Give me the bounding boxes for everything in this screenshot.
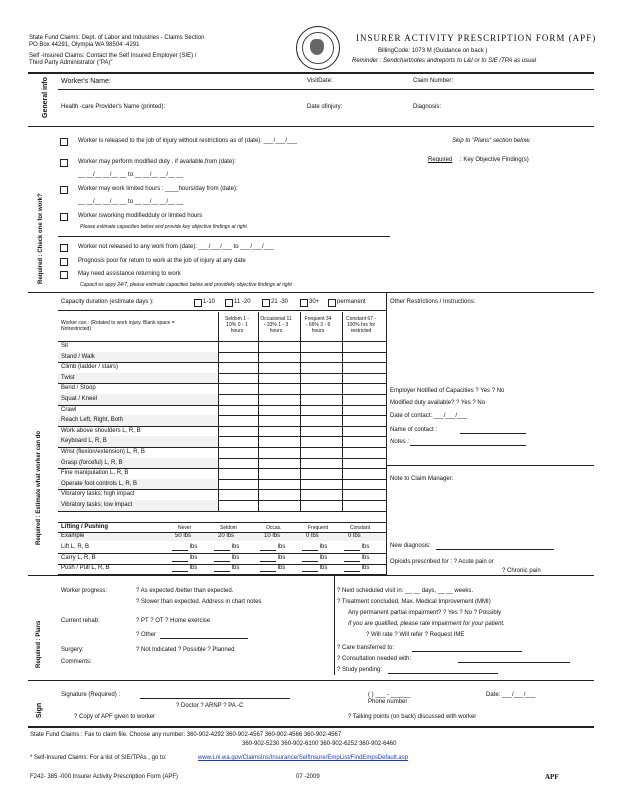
duration-11-20: 11 -20	[234, 299, 251, 305]
treatment-concluded: ? Treatment concluded, Max. Medical Improvement (MMI)	[337, 599, 491, 605]
freq-occasional: Occasional 11 - 33% 1 - 3 hours	[260, 316, 292, 334]
date-of-injury-label: Date ofinjury:	[307, 104, 343, 110]
activity-label: Sit	[61, 343, 69, 349]
limited-date-range: __ __/__ __/__ __ to __ __/__ __/__ __	[78, 199, 184, 205]
plans-section-label: Required : Plans	[36, 620, 42, 668]
lbs-field[interactable]	[302, 555, 327, 562]
lbs-unit: lbs	[189, 565, 198, 571]
skip-note: Skip to "Plans" section below.	[452, 138, 531, 144]
self-insured-prefix: * Self-Insured Claims: For a list of SIE/TPAs , go to:	[30, 755, 167, 761]
name-of-contact: Name of contact :	[390, 427, 438, 433]
agency-line-3: Self -Insured Claims: Contact the Self Insured Employer (SIE) /	[29, 53, 197, 59]
lbs-unit: lbs	[319, 565, 328, 571]
lbs-field[interactable]	[214, 555, 239, 562]
provider-name-label: Health -care Provider's Name (printed):	[61, 104, 166, 110]
activity-label: Vibratory tasks; low impact	[61, 502, 133, 508]
worker-progress-label: Worker progress:	[61, 588, 107, 594]
agency-line-1: State Fund Claims: Dept. of Labor and Industries - Claims Section	[29, 35, 205, 41]
note-to-manager-label: Note to Claim Manager:	[390, 476, 454, 482]
lift-head-constant: Constant	[350, 525, 371, 531]
reminder-note: Reminder : Sendchartnotes andreports to L&I or to SIE /TPA as usual	[352, 58, 537, 64]
lbs-field[interactable]	[344, 565, 369, 572]
lift-example-seldom: 20 lbs	[218, 533, 235, 539]
modified-duty-available: Modified duty available? ? Yes ? No	[390, 400, 486, 406]
comments-label: Comments:	[61, 659, 92, 665]
new-diagnosis-label: New diagnosis:	[390, 543, 431, 549]
surgery-options: ? Not Indicated ? Possible ? Planned	[136, 647, 235, 653]
lbs-unit: lbs	[231, 554, 240, 561]
employer-notified: Employer Notified of Capacities ? Yes ? No	[390, 388, 505, 394]
lbs-field[interactable]	[260, 544, 285, 551]
next-visit: ? Next scheduled visit in: __ __ days, __ __ weeks.	[337, 588, 474, 594]
lift-row-label: Carry L, R, B	[61, 554, 96, 561]
chronic-pain-option: ? Chronic pain	[502, 568, 541, 574]
visit-date-label: VisitDate:	[307, 78, 333, 84]
modified-duty-text: Worker may perform modified duty , if available,from (date):	[78, 159, 236, 165]
activity-label: Stand / Walk	[61, 353, 95, 360]
lbs-unit: lbs	[277, 565, 286, 571]
duration-11-20-checkbox[interactable]	[225, 299, 233, 307]
modified-duty-checkbox[interactable]	[60, 159, 68, 167]
permanent-impairment: Any permanent partial impairment? ? Yes ? No ? Possibly	[348, 610, 502, 616]
activity-label: Wrist (flexion/extension) L, R, B	[61, 449, 145, 455]
lift-example-label: Example	[61, 533, 85, 539]
may-need-text: May need assistance returning to work	[78, 271, 181, 277]
diagnosis-label: Diagnosis:	[413, 104, 442, 110]
lbs-field[interactable]	[172, 555, 197, 562]
lift-head-occas: Occas.	[266, 525, 282, 531]
estimate-caps-note: Please estimate capacities below and provide key objective findings at right.	[80, 224, 249, 230]
lift-row-label: Lift L, R, B	[61, 544, 90, 550]
lbs-field[interactable]	[214, 565, 239, 572]
capacity-table-head: Worker can : (Rotated to work injury. Blank space = Notrestricted)	[61, 320, 175, 332]
agency-line-4: Third Party Administrator ("PA)"	[29, 60, 113, 66]
limited-hours-checkbox[interactable]	[60, 186, 68, 194]
fax-line-1: State Fund Claims : Fax to claim file. Choose any number: 360-902-4292 360-902-4567 360-902-4566 360-902-4567	[30, 732, 342, 738]
activity-label: Bend / Stoop	[61, 385, 96, 392]
surgery-label: Surgery:	[61, 647, 84, 653]
care-transferred: ? Care transferred to:	[337, 645, 395, 651]
will-rate-options: ? Will rate ? Will refer ? Request IME	[366, 632, 465, 638]
rehab-options: ? PT ? OT ? Home exercise	[136, 618, 211, 624]
lift-example-occas: 10 lbs	[264, 533, 281, 539]
current-rehab-label: Current rehab:	[61, 618, 100, 624]
lbs-unit: lbs	[319, 554, 328, 561]
lift-head-seldom: Seldom	[220, 525, 237, 531]
lbs-unit: lbs	[231, 565, 240, 571]
lbs-unit: lbs	[361, 544, 370, 550]
lbs-field[interactable]	[302, 544, 327, 551]
prognosis-checkbox[interactable]	[60, 258, 68, 266]
study-pending: ? Study pending:	[337, 667, 383, 673]
duration-1-10: 1-10	[203, 299, 216, 305]
date-of-contact: Date of contact: ___/___/___	[390, 413, 468, 419]
rehab-other: ? Other	[136, 632, 157, 638]
activity-label: Squat / Kneel	[61, 396, 98, 402]
lift-head-never: Never	[178, 525, 192, 531]
progress-slower: ? Slower than expected. Address in chart notes	[136, 599, 262, 605]
other-restrictions-label: Other Restrictions / Instructions:	[390, 299, 476, 305]
lbs-unit: lbs	[277, 544, 286, 550]
key-objective-label: : Key Objective Finding(s)	[460, 157, 529, 163]
lift-head-frequent: Frequent	[308, 525, 329, 531]
activity-label: Grasp (forceful) L, R, B	[61, 459, 123, 466]
activity-label: Fine manipulation L, R, B	[61, 470, 129, 477]
form-title: INSURER ACTIVITY PRESCRIPTION FORM (APF)	[356, 33, 597, 43]
consultation-needed: ? Consultation needed with:	[337, 656, 412, 662]
lift-example-never: 50 lbs	[175, 533, 192, 539]
lift-head-label: Lifting / Pushing	[61, 524, 108, 530]
claim-number-label: Claim Number:	[413, 78, 454, 84]
capacity-section-label: Required : Estimate what worker can do	[36, 430, 42, 545]
duration-21-30: 21 -30	[271, 299, 289, 305]
lbs-field[interactable]	[344, 555, 369, 562]
form-number: F242- 385 -000 Insurer Activity Prescription Form (APF)	[30, 774, 179, 780]
self-insured-link[interactable]: www.Lni.wa.gov/ClaimsIns/Insurance/SelfInsure/EmpList/FindEmpsDefault.asp	[198, 755, 409, 761]
lbs-field[interactable]	[302, 565, 327, 572]
duration-30-plus: 30+	[309, 299, 320, 305]
lbs-field[interactable]	[260, 565, 285, 572]
activity-label: Reach Left, Right, Both	[61, 417, 124, 424]
lbs-field[interactable]	[172, 544, 197, 551]
activity-label: Vibratory tasks; high impact	[61, 491, 135, 498]
duration-1-10-checkbox[interactable]	[194, 299, 202, 307]
duration-30-plus-checkbox[interactable]	[300, 299, 308, 307]
lbs-field[interactable]	[172, 565, 197, 572]
sign-date: Date: ___/___/___	[486, 692, 536, 698]
rate-impairment: If you are qualified, please rate impairment for your patient.	[348, 621, 505, 627]
prognosis-text: Prognosis poor for return to work at the job of injury at any date	[78, 258, 246, 264]
agency-line-2: PO Box 44291, Olympia WA 98504 -4291	[29, 42, 140, 48]
lbs-field[interactable]	[260, 555, 285, 562]
working-modified-checkbox[interactable]	[60, 213, 68, 221]
general-info-label: General info	[42, 77, 49, 118]
lbs-unit: lbs	[361, 565, 370, 571]
working-modified-text: Worker isworking modifiedduty or limited hours	[78, 213, 203, 219]
freq-seldom: Seldom 1 - 10% 0 - 1 hours	[224, 316, 250, 334]
released-text: Worker is released to the job of injury without restrictions as of (date): ___/___/___	[78, 138, 298, 144]
duration-21-30-checkbox[interactable]	[262, 299, 270, 307]
duration-permanent: permanent	[337, 299, 366, 305]
lift-row-label: Push / Pull L, R, B	[61, 565, 110, 571]
phone-number: ( ) ___ - ______ Phone number	[368, 692, 411, 705]
form-date: 07 -2009	[296, 774, 320, 780]
provider-types: ? Doctor ? ARNP ? PA -C	[176, 703, 244, 709]
lift-example-constant: 0 lbs	[348, 533, 361, 539]
lbs-unit: lbs	[189, 554, 198, 561]
lbs-field[interactable]	[214, 544, 239, 551]
activity-label: Operate foot controls L, R, B	[61, 480, 138, 487]
duration-permanent-checkbox[interactable]	[328, 299, 336, 307]
may-need-checkbox[interactable]	[60, 271, 68, 279]
state-seal-icon	[296, 26, 340, 70]
lift-example-frequent: 0 lbs	[306, 533, 319, 539]
opioids-label: Opioids prescribed for : ? Acute pain or	[390, 559, 494, 565]
required-key-label: Required	[428, 157, 453, 163]
limited-hours-text: Worker may work limited hours : ____hours/day from (date):	[78, 186, 238, 192]
notes-label: Notes :	[390, 439, 410, 445]
not-released-text: Worker not released to any work from (date): ___/___/___ to ___/___/___	[78, 244, 274, 250]
lbs-unit: lbs	[231, 544, 240, 550]
activity-label: Twist	[61, 374, 75, 381]
freq-constant: Constant 67 - 100% hrs for restricted	[345, 316, 377, 334]
modified-date-range: __ __/__ __/__ __ to __ __/__ __/__ __	[78, 172, 184, 178]
progress-as-expected: ? As expected /better than expected.	[136, 588, 234, 594]
freq-frequent: Frequent 34 - 66% 3 - 6 hours	[304, 316, 332, 334]
activity-label: Crawl	[61, 406, 77, 413]
sign-section-label: Sign	[36, 702, 43, 718]
capacity-note: Capacit es appy 24/7, please estimate capacities below and provideky objective findings at right	[80, 282, 292, 288]
not-released-checkbox[interactable]	[60, 244, 68, 252]
activity-label: Work above shoulders L, R, B	[61, 427, 141, 434]
billing-code: BillingCode: 1073 M (Guidance on back )	[378, 48, 488, 54]
lbs-unit: lbs	[189, 544, 198, 550]
capacity-duration-label: Capacity duration (estimate days ):	[61, 299, 154, 305]
check-one-label: Required : Check one for work?	[38, 193, 44, 284]
released-checkbox[interactable]	[60, 138, 68, 146]
lbs-field[interactable]	[344, 544, 369, 551]
talking-points: ? Talking points (on back) discussed with worker	[348, 714, 477, 720]
lbs-unit: lbs	[319, 544, 328, 550]
lbs-unit: lbs	[361, 554, 370, 561]
signature-label: Signature (Required) :	[61, 692, 121, 698]
form-code: APF	[545, 773, 559, 781]
activity-label: Climb (ladder / stairs)	[61, 364, 119, 371]
worker-name-label: Worker's Name:	[61, 78, 111, 85]
lbs-unit: lbs	[277, 554, 286, 561]
copy-given: ? Copy of APF given to worker	[74, 714, 156, 720]
activity-label: Keyboard L, R, B	[61, 438, 107, 445]
fax-line-2: 360-902-5230 360-902-6100 360-902-6252 360-902-6460	[242, 741, 397, 747]
